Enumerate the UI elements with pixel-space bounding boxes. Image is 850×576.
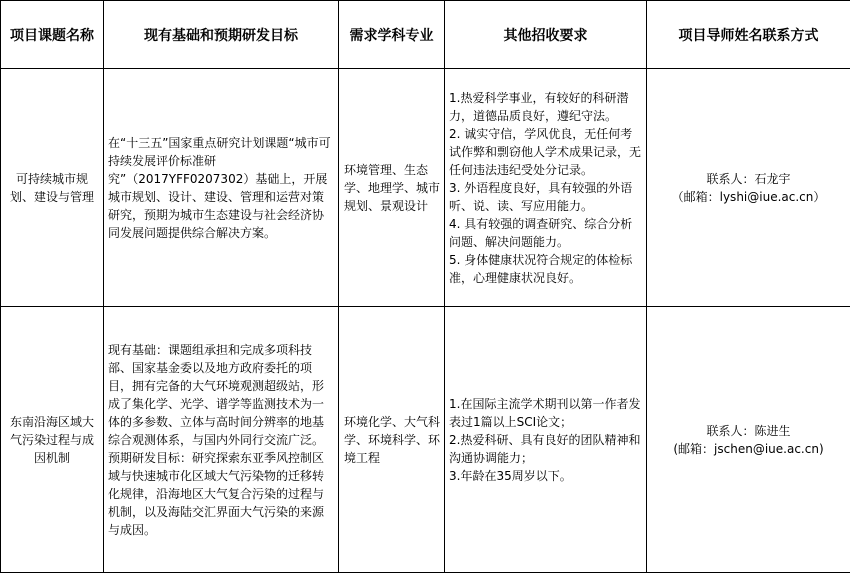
requirement-item: 5. 身体健康状况符合规定的体检标准，心理健康状况良好。 [449, 252, 633, 285]
contact-cell [647, 69, 850, 307]
project-name-cell: 可持续城市规划、建设与管理 [1, 69, 104, 307]
contact-name: 联系人：石龙宇 [706, 171, 791, 186]
table-row [1, 69, 850, 307]
table-row [1, 307, 850, 573]
requirement-item: 1.在国际主流学术期刊以第一作者发表过1篇以上SCI论文； [449, 396, 641, 429]
contact-email: (邮箱：jschen@iue.ac.cn) [673, 441, 824, 456]
requirement-item: 3.年龄在35周岁以下。 [449, 468, 572, 483]
requirement-item: 4. 具有较强的调查研究、综合分析问题、解决问题能力。 [449, 216, 633, 249]
header-row [1, 1, 850, 69]
requirements-cell [445, 69, 647, 307]
goal-basis: 现有基础：课题组承担和完成多项科技部、国家基金委以及地方政府委托的项目，拥有完备的大气环境观测超级站，形成了集化学、光学、谱学等监测技术为一体的多参数、立体与高时间分辨率的地基综合观测体系，与国内外同行交流广泛。 [108, 342, 325, 447]
requirement-item: 3. 外语程度良好，具有较强的外语听、说、读、写应用能力。 [449, 180, 633, 213]
contact-name: 联系人：陈进生 [706, 423, 791, 438]
goal-cell: 在“十三五”国家重点研究计划课题“城市可持续发展评价标准研究”（2017YFF0207302）基础上，开展城市规划、设计、建设、管理和运营对策研究，预期为城市生态建设与社会经济协同发展问题提供综合解决方案。 [104, 69, 339, 307]
goal-target: 预期研发目标：研究探索东亚季风控制区域与快速城市化区域大气污染物的迁移转化规律，沿海地区大气复合污染的过程与机制，以及海陆交汇界面大气污染的来源与成因。 [108, 450, 325, 537]
majors-cell: 环境化学、大气科学、环境科学、环境工程 [339, 307, 445, 573]
majors-cell: 环境管理、生态学、地理学、城市规划、景观设计 [339, 69, 445, 307]
requirement-item: 2. 诚实守信，学风优良，无任何考试作弊和剽窃他人学术成果记录，无任何违法违纪受处分记录。 [449, 126, 642, 177]
requirements-cell [445, 307, 647, 573]
header-contact: 项目导师姓名联系方式 [647, 1, 850, 69]
project-name-cell: 东南沿海区域大气污染过程与成因机制 [1, 307, 104, 573]
contact-cell [647, 307, 850, 573]
requirement-item: 1.热爱科学事业，有较好的科研潜力，道德品质良好，遵纪守法。 [449, 90, 629, 123]
header-goal: 现有基础和预期研发目标 [104, 1, 339, 69]
header-requirements: 其他招收要求 [445, 1, 647, 69]
header-majors: 需求学科专业 [339, 1, 445, 69]
goal-cell [104, 307, 339, 573]
requirement-item: 2.热爱科研、具有良好的团队精神和沟通协调能力； [449, 432, 641, 465]
contact-email: （邮箱：lyshi@iue.ac.cn） [671, 189, 826, 204]
header-project-name: 项目课题名称 [1, 1, 104, 69]
